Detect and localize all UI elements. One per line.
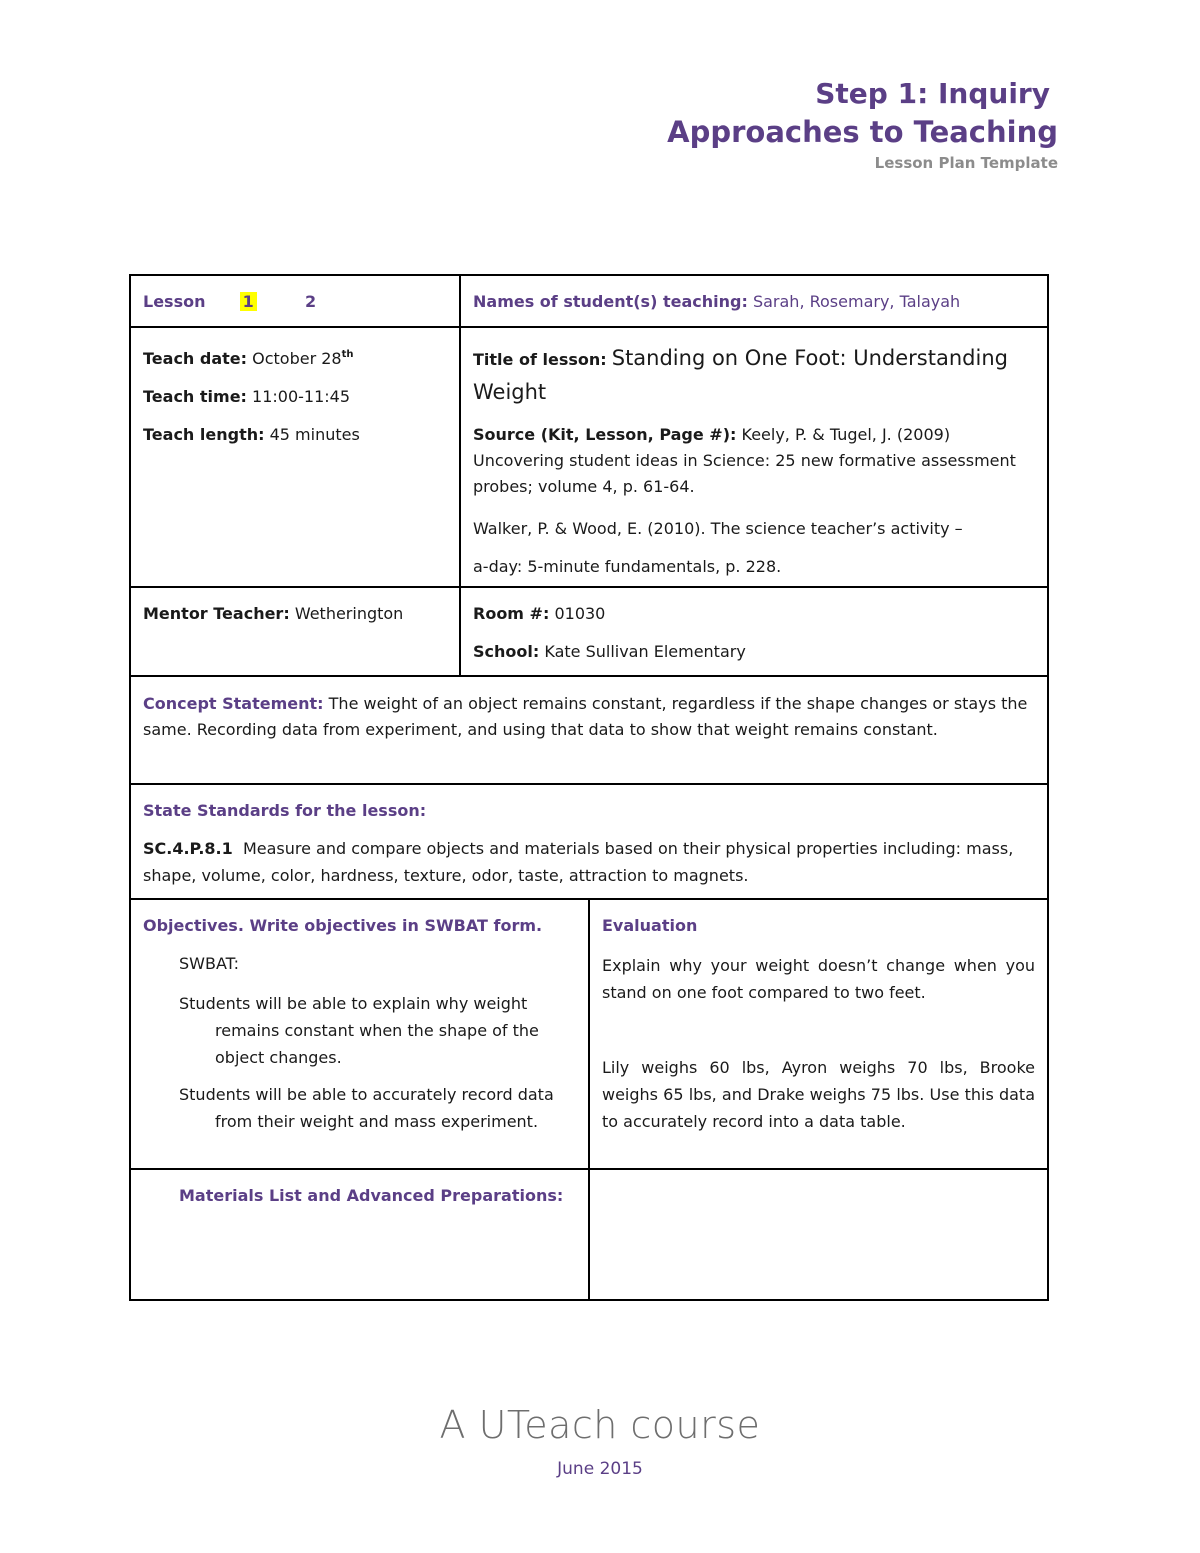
names-label: Names of student(s) teaching:: [473, 291, 748, 311]
lesson-plan-table: [129, 274, 1049, 1301]
concept-statement: Concept Statement: The weight of an object remains constant, regardless if the shape changes or stays the same. Recording data from experiment, and using that data to show that weight remains constant.: [143, 694, 1028, 739]
names-value: Sarah, Rosemary, Talayah: [752, 291, 961, 311]
evaluation-cell: [589, 899, 1048, 1169]
lesson-cell: [130, 275, 460, 327]
footer-course: A UTeach course: [439, 1403, 761, 1447]
step-title: Step 1: Inquiry: [815, 77, 1050, 110]
source-1: Source (Kit, Lesson, Page #): Keely, P. & Tugel, J. (2009) Uncovering student ideas in Science: 25 new formative assessment probes; volume 4, p. 61-64.: [473, 425, 1016, 496]
standards-text: SC.4.P.8.1 Measure and compare objects and materials based on their physical properties including: mass, shape, volume, color, hardness, texture, odor, taste, attraction to magnets.: [143, 839, 1014, 885]
page-header: [667, 76, 1058, 174]
concept-row: [130, 676, 1048, 784]
mentor-cell: [130, 587, 460, 676]
objective-item: Students will be able to explain why weight remains constant when the shape of the object changes.: [179, 994, 539, 1067]
lesson-title: Title of lesson: Standing on One Foot: Understanding Weight: [473, 346, 1008, 404]
standards-cell: [130, 784, 1048, 899]
footer-date: June 2015: [557, 1459, 643, 1479]
source-2b: a-day: 5-minute fundamentals, p. 228.: [473, 557, 782, 576]
room-cell: [460, 587, 1048, 676]
objective-item: Students will be able to accurately record data from their weight and mass experiment.: [179, 1085, 554, 1131]
school: School: Kate Sullivan Elementary: [473, 642, 746, 661]
materials-label: Materials List and Advanced Preparations:: [179, 1186, 564, 1205]
evaluation-text-2: Lily weighs 60 lbs, Ayron weighs 70 lbs, Brooke weighs 65 lbs, and Drake weighs 75 lbs. Use this data to accurately record into a data table.: [602, 1058, 1035, 1131]
template-subtitle: Lesson Plan Template: [874, 154, 1058, 172]
teach-time: Teach time: 11:00-11:45: [143, 387, 351, 406]
objectives-label: Objectives. Write objectives in SWBAT form.: [143, 916, 543, 935]
teach-length: Teach length: 45 minutes: [143, 425, 360, 444]
teach-cell: [130, 327, 460, 587]
teach-row: [130, 327, 1048, 587]
teach-date: Teach date: October 28th: [143, 349, 354, 368]
source-2a: Walker, P. & Wood, E. (2010). The science teacher’s activity –: [473, 519, 963, 538]
standards-row: [130, 784, 1048, 899]
materials-empty-cell: [589, 1169, 1048, 1300]
mentor-teacher: Mentor Teacher: Wetherington: [143, 604, 404, 623]
room-number: Room #: 01030: [473, 604, 606, 623]
mentor-row: [130, 587, 1048, 676]
objectives-row: [130, 899, 1048, 1169]
evaluation-text-1: Explain why your weight doesn’t change when you stand on one foot compared to two feet.: [602, 956, 1035, 1002]
lesson-option-1: 1: [240, 292, 257, 311]
materials-cell: [130, 1169, 589, 1300]
lesson-label: Lesson: [143, 291, 206, 311]
evaluation-label: Evaluation: [602, 916, 698, 935]
swbat-label: SWBAT:: [179, 954, 240, 973]
materials-row: [130, 1169, 1048, 1300]
approaches-title: Approaches to Teaching: [667, 115, 1058, 149]
concept-cell: [130, 676, 1048, 784]
names-cell: [460, 275, 1048, 327]
standards-label: State Standards for the lesson:: [143, 801, 427, 820]
title-cell: [460, 327, 1048, 587]
lesson-row: [130, 275, 1048, 327]
objectives-cell: [130, 899, 589, 1169]
lesson-option-2: 2: [305, 291, 317, 311]
